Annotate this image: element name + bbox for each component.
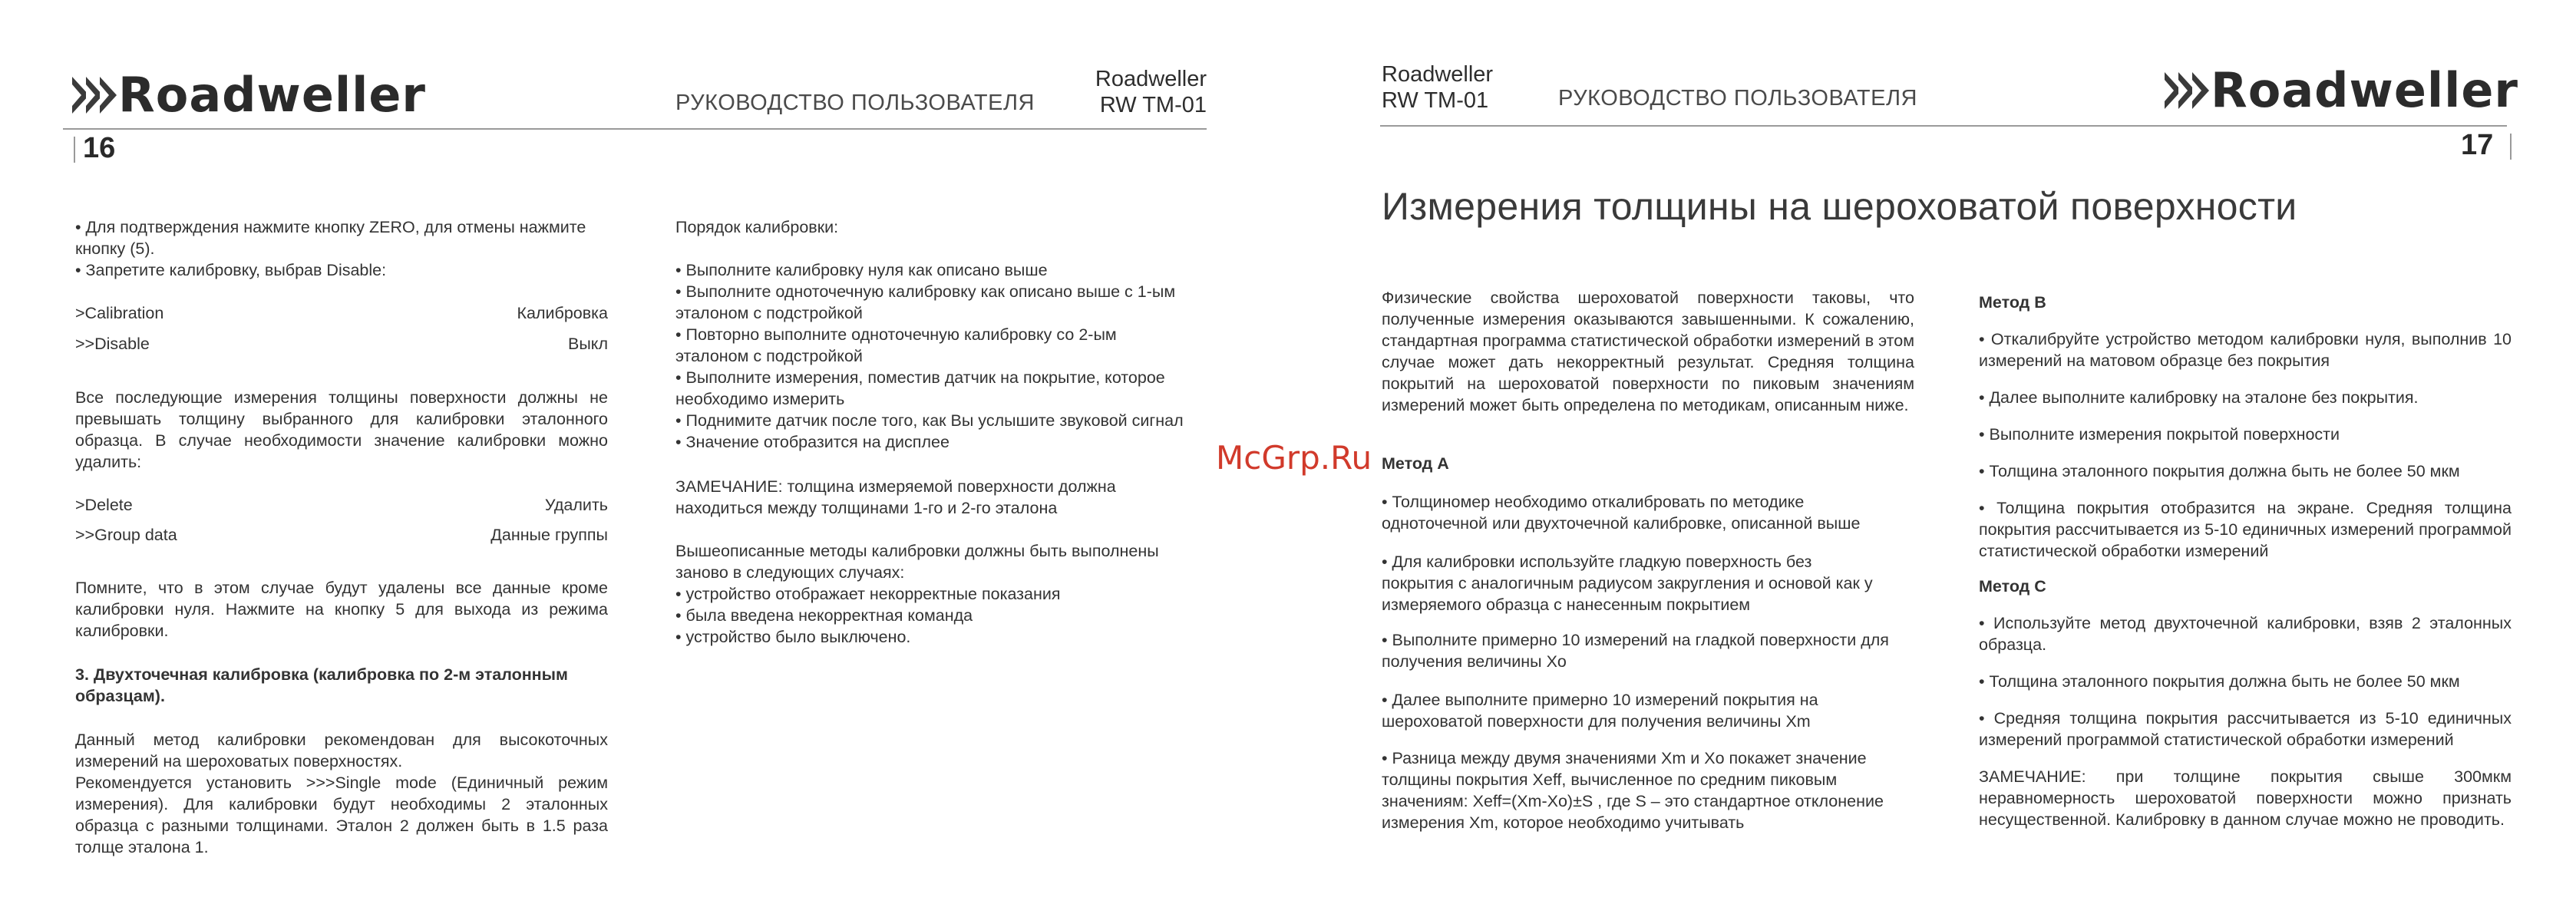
model-block (1021, 66, 1207, 118)
item-line: значениям: Xeff=(Xm-Xo)±S , где S – это стандартное отклонение (1382, 792, 1884, 810)
menu-key: >Calibration (75, 304, 164, 322)
method-c-item: • Средняя толщина покрытия рассчитывается из 5-10 единичных измерений программой статистической обработки измерений (1979, 709, 2512, 749)
model-name: RW TM-01 (1099, 93, 1207, 117)
intro-line: • Для подтверждения нажмите кнопку ZERO, для отмены нажмите (75, 218, 586, 236)
roadweller-logo (72, 67, 427, 123)
item-line: • Для калибровки используйте гладкую поверхность без (1382, 553, 1812, 571)
step-line: • Значение отобразится на дисплее (675, 433, 949, 451)
item-line: одноточечной или двухточечной калибровке, описанной выше (1382, 514, 1861, 533)
intro-list (75, 216, 613, 281)
menu-value: Калибровка (517, 304, 608, 322)
page-number-bar (74, 137, 75, 163)
header-rule (63, 128, 1207, 130)
step-line: • Выполните одноточечную калибровку как описано выше с 1-ым (675, 282, 1176, 301)
step-line: необходимо измерить (675, 390, 845, 408)
menu-key: >>Group data (75, 526, 177, 544)
menu-value: Удалить (544, 496, 608, 514)
menu-key: >>Disable (75, 335, 150, 353)
note-thick-coating: ЗАМЕЧАНИЕ: при толщине покрытия свыше 300мкм неравномерность шероховатой поверхности можно признать несущественной. Калибровку в данном случае можно не проводить. (1979, 767, 2512, 829)
item-line: покрытия с аналогичным радиусом закругления и основой как у (1382, 574, 1873, 592)
page-heading: Измерения толщины на шероховатой поверхности (1382, 185, 2297, 228)
step-line: • Поднимите датчик после того, как Вы услышите звуковой сигнал (675, 411, 1184, 430)
logo-text: Roadweller (2211, 62, 2519, 118)
method-c-item: • Толщина эталонного покрытия должна быть не более 50 мкм (1979, 672, 2460, 691)
note-thickness (675, 476, 1228, 519)
chevrons-icon (2165, 72, 2206, 109)
menu-value: Выкл (568, 335, 608, 353)
menu-key: >Delete (75, 496, 133, 514)
item-line: • Далее выполните примерно 10 измерений покрытия на (1382, 691, 1818, 709)
paragraph-two-point-intro: Данный метод калибровки рекомендован для высокоточных измерений на шероховатых поверхностях. (75, 731, 608, 770)
model-name: RW TM-01 (1382, 88, 1489, 113)
condition-line: • устройство было выключено. (675, 628, 911, 646)
manual-title: РУКОВОДСТВО ПОЛЬЗОВАТЕЛЯ (1558, 86, 1917, 111)
step-line: эталоном с подстройкой (675, 304, 863, 322)
page-number: 16 (83, 132, 116, 164)
method-a-item (1382, 551, 1934, 615)
intro-line: • Запретите калибровку, выбрав Disable: (75, 261, 387, 279)
method-a-item (1382, 747, 1934, 833)
item-line: измерения Xm, которое необходимо учитывать (1382, 813, 1745, 832)
menu-value: Данные группы (490, 526, 608, 544)
method-c-item: • Используйте метод двухточечной калибровки, взяв 2 эталонных образца. (1979, 614, 2512, 654)
manual-title: РУКОВОДСТВО ПОЛЬЗОВАТЕЛЯ (675, 91, 1035, 115)
menu-row-group-data (75, 524, 608, 546)
right-page (1216, 0, 2576, 914)
brand-name: Roadweller (1382, 62, 1494, 87)
menu-row-disable (75, 333, 608, 355)
method-a-item (1382, 491, 1934, 534)
section-heading-two-point: 3. Двухточечная калибровка (калибровка по 2-м эталонным образцам). (75, 665, 568, 705)
condition-line: заново в следующих случаях: (675, 563, 905, 582)
item-line: шероховатой поверхности для получения величины Xm (1382, 712, 1811, 731)
method-b-item: • Толщина покрытия отобразится на экране. Средняя толщина покрытия рассчитывается из 5-10 единичных измерений программой статистической обработки измерений (1979, 499, 2512, 560)
note-line: ЗАМЕЧАНИЕ: толщина измеряемой поверхности должна (675, 477, 1116, 496)
paragraph-two-point-setup: Рекомендуется установить >>>Single mode (Единичный режим измерения). Для калибровки будут необходимы 2 эталонных образца с разными толщинами. Эталон 2 должен быть в 1.5 раза толще эталона 1. (75, 774, 608, 856)
condition-line: • была введена некорректная команда (675, 606, 973, 625)
calibration-steps (675, 259, 1228, 453)
method-a-item (1382, 629, 1934, 672)
paragraph-delete-warning: Помните, что в этом случае будут удалены все данные кроме калибровки нуля. Нажмите на кнопку 5 для выхода из режима калибровки. (75, 579, 608, 640)
header-rule (1380, 125, 2507, 127)
method-b-item: • Откалибруйте устройство методом калибровки нуля, выполнив 10 измерений на матовом образце без покрытия (1979, 330, 2512, 370)
page-number-bar (2510, 134, 2512, 160)
page-number: 17 (2461, 129, 2494, 161)
condition-line: Вышеописанные методы калибровки должны быть выполнены (675, 542, 1159, 560)
item-line: измеряемого образца с нанесенным покрытием (1382, 596, 1751, 614)
item-line: • Разница между двумя значениями Xm и Xo покажет значение (1382, 749, 1867, 767)
chevrons-icon (72, 77, 114, 114)
step-line: эталоном с подстройкой (675, 347, 863, 365)
step-line: • Выполните калибровку нуля как описано выше (675, 261, 1048, 279)
model-block (1382, 61, 1493, 114)
note-line: находиться между толщинами 1-го и 2-го эталона (675, 499, 1058, 517)
method-b-item: • Выполните измерения покрытой поверхности (1979, 425, 2340, 444)
step-line: • Выполните измерения, поместив датчик на покрытие, которое (675, 368, 1165, 387)
method-c-title: Метод С (1979, 577, 2046, 596)
method-a-item (1382, 689, 1934, 732)
item-line: • Толщиномер необходимо откалибровать по методике (1382, 493, 1805, 511)
recalibration-conditions (675, 540, 1228, 648)
step-line: • Повторно выполните одноточечную калибровку со 2-ым (675, 325, 1117, 344)
roadweller-logo (2165, 62, 2519, 118)
calibration-order-title: Порядок калибровки: (675, 218, 839, 236)
item-line: толщины покрытия Xeff, вычисленное по средним пиковым (1382, 770, 1838, 789)
watermark: McGrp.Ru (1216, 439, 1372, 477)
condition-line: • устройство отображает некорректные показания (675, 585, 1061, 603)
method-b-item: • Толщина эталонного покрытия должна быть не более 50 мкм (1979, 462, 2460, 480)
intro-line: кнопку (5). (75, 239, 155, 258)
method-b-item: • Далее выполните калибровку на эталоне без покрытия. (1979, 388, 2419, 407)
method-a-title: Метод А (1382, 454, 1449, 473)
paragraph-rough-surface-intro: Физические свойства шероховатой поверхности таковы, что полученные измерения оказываются завышенными. К сожалению, стандартная программа статистической обработки измерений в этом случае может дать некорректный результат. Средняя толщина покрытий на шероховатой поверхности по пиковым значениям измерений может быть определена по методикам, описанным ниже. (1382, 289, 1914, 414)
menu-row-calibration (75, 302, 608, 324)
brand-name: Roadweller (1095, 67, 1207, 91)
menu-row-delete (75, 494, 608, 516)
method-b-title: Метод В (1979, 293, 2046, 312)
item-line: получения величины Xo (1382, 652, 1567, 671)
logo-text: Roadweller (118, 67, 427, 123)
paragraph-calibration-limit: Все последующие измерения толщины поверхности должны не превышать толщину выбранного для калибровки эталонного образца. В случае необходимости значение калибровки можно удалить: (75, 388, 608, 471)
item-line: • Выполните примерно 10 измерений на гладкой поверхности для (1382, 631, 1889, 649)
